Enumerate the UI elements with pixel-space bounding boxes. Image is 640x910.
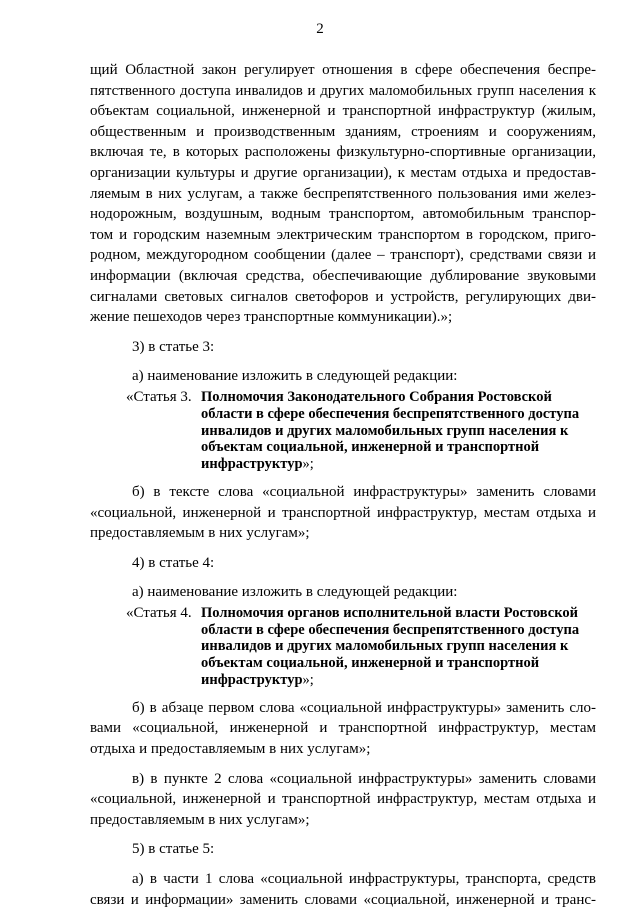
text-line: общественным и производственным зданиям, строениям и сооружениям, bbox=[90, 123, 596, 140]
text-line: щий Областной закон регулирует отношения в сфере обеспечения беспре- bbox=[90, 62, 596, 78]
item-3a: а) наименование изложить в следующей редакции: bbox=[132, 368, 458, 385]
text-line: «социальной, инженерной и транспортной инфраструктур, местам отдыха и bbox=[90, 504, 596, 521]
text-line: организации культуры и другие организации), к местам отдыха и предостав- bbox=[90, 164, 596, 181]
title-line bbox=[201, 456, 596, 473]
text-line: а) в части 1 слова «социальной инфраструктуры, транспорта, средств bbox=[132, 871, 596, 888]
title-line: Полномочия органов исполнительной власти Ростовской bbox=[201, 604, 578, 621]
article-4-title bbox=[201, 605, 596, 689]
item-5a bbox=[90, 869, 596, 910]
text-line: объектам социальной, инженерной и транспортной инфраструктур (жилым, bbox=[90, 103, 596, 120]
text-line: вами «социальной, инженерной и транспортной инфраструктур, местам bbox=[90, 720, 596, 737]
text-line: информации (включая средства, обеспечивающие дублирование звуковыми bbox=[90, 267, 596, 284]
text-line: жение пешеходов через транспортные коммуникации).»; bbox=[90, 309, 453, 326]
title-end: »; bbox=[302, 672, 314, 689]
text-line: отдыха и предоставляемым в них услугам»; bbox=[90, 741, 371, 758]
paragraph-intro bbox=[90, 60, 596, 328]
text-line: нодорожным, воздушным, водным транспортом, автомобильным транспор- bbox=[90, 206, 596, 223]
text-line: том и городским наземным электрическим транспортом в городском, приго- bbox=[90, 226, 596, 243]
text-line: связи и информации» заменить словами «социальной, инженерной и транс- bbox=[90, 891, 596, 908]
item-4v bbox=[90, 769, 596, 831]
text-line: ляемым в них услугам, а также беспрепятственного пользования ими желез- bbox=[90, 185, 596, 202]
text-line: предоставляемым в них услугам»; bbox=[90, 525, 310, 542]
title-line-text: инфраструктур bbox=[201, 456, 303, 473]
text-line: б) в тексте слова «социальной инфраструктуры» заменить словами bbox=[132, 483, 596, 500]
title-line: объектам социальной, инженерной и транспортной bbox=[201, 439, 540, 456]
document-body bbox=[90, 60, 596, 910]
title-end: »; bbox=[302, 456, 314, 473]
article-4-label: «Статья 4. bbox=[126, 604, 192, 621]
item-3: 3) в статье 3: bbox=[132, 338, 215, 355]
article-4-heading bbox=[90, 605, 596, 689]
title-line: инвалидов и других маломобильных групп населения к bbox=[201, 638, 569, 655]
item-3b bbox=[90, 482, 596, 544]
item-4b bbox=[90, 698, 596, 760]
item-4: 4) в статье 4: bbox=[132, 554, 215, 571]
text-line: сигналами световых сигналов светофоров и устройств, регулирующих дви- bbox=[90, 288, 596, 305]
title-line bbox=[201, 672, 596, 689]
text-line: предоставляемым в них услугам»; bbox=[90, 811, 310, 828]
title-line: области в сфере обеспечения беспрепятственного доступа bbox=[201, 405, 580, 422]
title-line: инвалидов и других маломобильных групп населения к bbox=[201, 422, 569, 439]
title-line: области в сфере обеспечения беспрепятственного доступа bbox=[201, 621, 580, 638]
title-line: объектам социальной, инженерной и транспортной bbox=[201, 655, 540, 672]
text-line: родном, междугородном сообщении (далее – транспорт), средствами связи и bbox=[90, 247, 596, 264]
article-3-title bbox=[201, 389, 596, 473]
text-line: б) в абзаце первом слова «социальной инфраструктуры» заменить сло- bbox=[132, 699, 596, 716]
page-number: 2 bbox=[316, 21, 324, 37]
item-5: 5) в статье 5: bbox=[132, 841, 215, 858]
item-4a: а) наименование изложить в следующей редакции: bbox=[132, 584, 458, 601]
title-line-text: инфраструктур bbox=[201, 672, 303, 689]
text-line: включая те, в которых расположены физкультурно-спортивные организации, bbox=[90, 144, 596, 161]
article-3-label: «Статья 3. bbox=[126, 388, 192, 405]
article-3-heading bbox=[90, 389, 596, 473]
text-line: в) в пункте 2 слова «социальной инфраструктуры» заменить словами bbox=[132, 770, 596, 787]
text-line: пятственного доступа инвалидов и других маломобильных групп населения к bbox=[90, 82, 596, 99]
text-line: «социальной, инженерной и транспортной инфраструктур, местам отдыха и bbox=[90, 791, 596, 808]
title-line: Полномочия Законодательного Собрания Ростовской bbox=[201, 388, 552, 405]
